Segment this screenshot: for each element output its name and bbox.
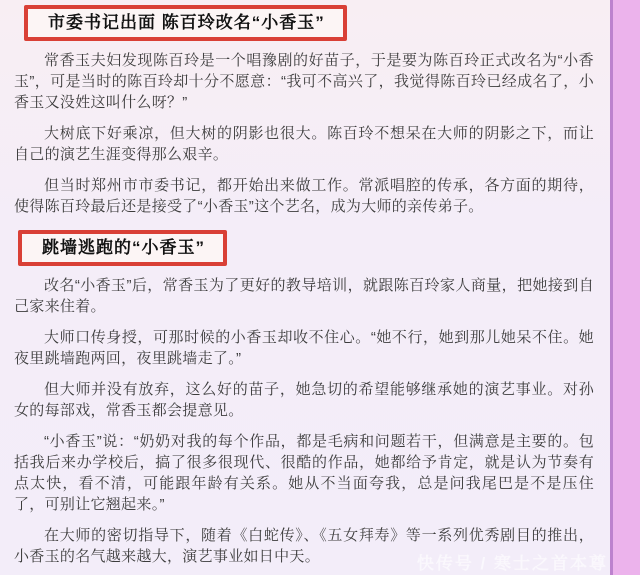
article-section (14, 4, 594, 217)
section-heading: 市委书记出面 陈百玲改名“小香玉” (48, 13, 325, 32)
article-paragraph: 常香玉夫妇发现陈百玲是一个唱豫剧的好苗子，于是要为陈百玲正式改名为“小香玉”，可是当时的陈百玲却十分不愿意：“我可不高兴了，我觉得陈百玲已经成名了，小香玉又没姓这叫什么呀？” (14, 52, 594, 111)
article-paragraph: 大师口传身授，可那时候的小香玉却收不住心。“她不行，她到那儿她呆不住。她夜里跳墙跑两回，夜里跳墙走了。” (14, 329, 594, 367)
article-paragraph: 在大师的密切指导下，随着《白蛇传》、《五女拜寿》等一系列优秀剧目的推出，小香玉的名气越来越大，演艺事业如日中天。 (14, 527, 594, 565)
article-paragraph: 但大师并没有放弃，这么好的苗子，她急切的希望能够继承她的演艺事业。对孙女的每部戏，常香玉都会提意见。 (14, 381, 594, 419)
article-paragraph: “小香玉”说：“奶奶对我的每个作品，都是毛病和问题若干，但满意是主要的。包括我后来办学校后，搞了很多很现代、很酷的作品，她都给予肯定，就是认为节奏有点太快，看不清，可能跟年龄有关系。她从不当面夸我，总是问我尾巴是不是压住了，可别让它翘起来。” (14, 433, 594, 513)
article-paragraph: 但当时郑州市市委书记，都开始出来做工作。常派唱腔的传承，各方面的期待，使得陈百玲最后还是接受了“小香玉”这个艺名，成为大师的亲传弟子。 (14, 177, 594, 215)
article-section (14, 227, 594, 567)
section-heading-box (24, 5, 347, 41)
section-heading: 跳墙逃跑的“小香玉” (42, 238, 205, 257)
article-paragraph: 改名“小香玉”后，常香玉为了更好的教导培训，就跟陈百玲家人商量，把她接到自己家来住着。 (14, 277, 594, 315)
watermark-text: 快传号 / 寒士之首本尊 (416, 554, 608, 573)
article-paragraph: 大树底下好乘凉，但大树的阴影也很大。陈百玲不想呆在大师的阴影之下，而让自己的演艺生涯变得那么艰辛。 (14, 125, 594, 163)
section-heading-box (18, 230, 227, 266)
right-border-strip (610, 0, 640, 575)
